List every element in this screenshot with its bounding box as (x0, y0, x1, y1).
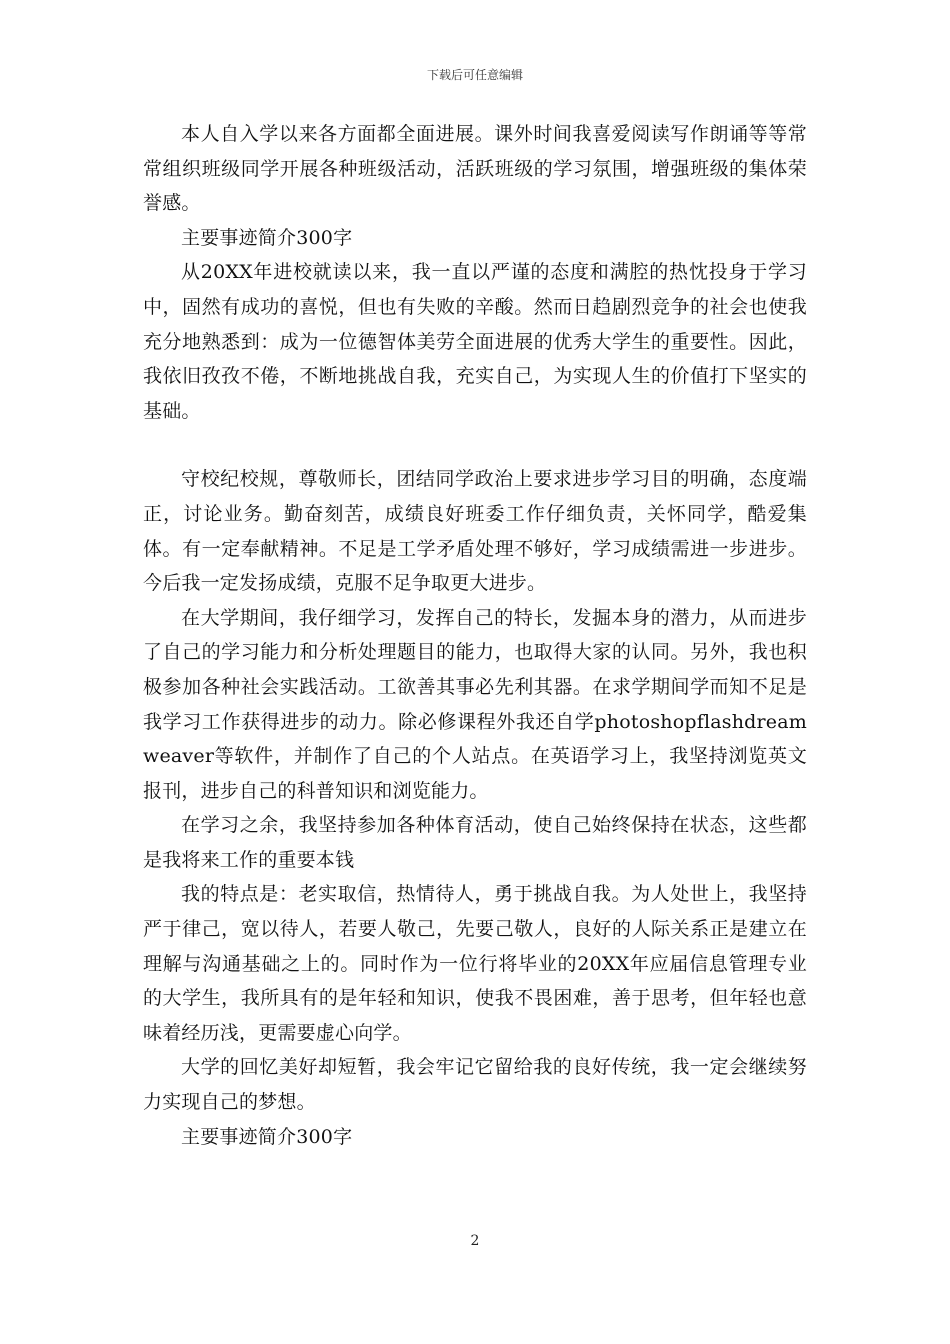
paragraph-sports: 在学习之余，我坚持参加各种体育活动，使自己始终保持在状态，这些都是我将来工作的重要本钱 (143, 814, 807, 871)
header-note: 下载后可任意编辑 (426, 68, 523, 82)
section-heading: 主要事迹简介300字 (181, 226, 353, 249)
paragraph-study-attitude: 从20XX年进校就读以来，我一直以严谨的态度和满腔的热忱投身于学习中，固然有成功的喜悦，但也有失败的辛酸。然而日趋剧烈竞争的社会也使我充分地熟悉到：成为一位德智体美劳全面进展的优秀大学生的重要性。因此，我依旧孜孜不倦，不断地挑战自我，充实自己，为实现人生的价值打下坚实的基础。 (143, 261, 807, 422)
paragraph-intro: 本人自入学以来各方面都全面进展。课外时间我喜爱阅读写作朗诵等等常常组织班级同学开展各种班级活动，活跃班级的学习氛围，增强班级的集体荣誉感。 (143, 123, 807, 215)
paragraph-characteristics: 我的特点是：老实取信，热情待人，勇于挑战自我。为人处世上，我坚持严于律己，宽以待人，若要人敬己，先要己敬人，良好的人际关系正是建立在理解与沟通基础之上的。同时作为一位行将毕业的20XX年应届信息管理专业的大学生，我所具有的是年轻和知识，使我不畏困难，善于思考，但年轻也意味着经历浅，更需要虚心向学。 (143, 883, 807, 1044)
paragraph-university-study: 在大学期间，我仔细学习，发挥自己的特长，发掘本身的潜力，从而进步了自己的学习能力和分析处理题目的能力，也取得大家的认同。另外，我也积极参加各种社会实践活动。工欲善其事必先利其器。在求学期间学而知不足是我学习工作获得进步的动力。除必修课程外我还自学photoshopflashdreamweaver等软件，并制作了自己的个人站点。在英语学习上，我坚持浏览英文报刊，进步自己的科普知识和浏览能力。 (143, 606, 807, 802)
paragraph-discipline: 守校纪校规，尊敬师长，团结同学政治上要求进步学习目的明确，态度端正，讨论业务。勤奋刻苦，成绩良好班委工作仔细负责，关怀同学，酷爱集体。有一定奉献精神。不足是工学矛盾处理不够好，学习成绩需进一步进步。今后我一定发扬成绩，克服不足争取更大进步。 (143, 468, 807, 595)
document-body (143, 117, 807, 1154)
paragraph-memories: 大学的回忆美好却短暂，我会牢记它留给我的良好传统，我一定会继续努力实现自己的梦想。 (143, 1056, 807, 1114)
page-number: 2 (470, 1233, 480, 1249)
section-heading-repeat: 主要事迹简介300字 (181, 1125, 353, 1148)
